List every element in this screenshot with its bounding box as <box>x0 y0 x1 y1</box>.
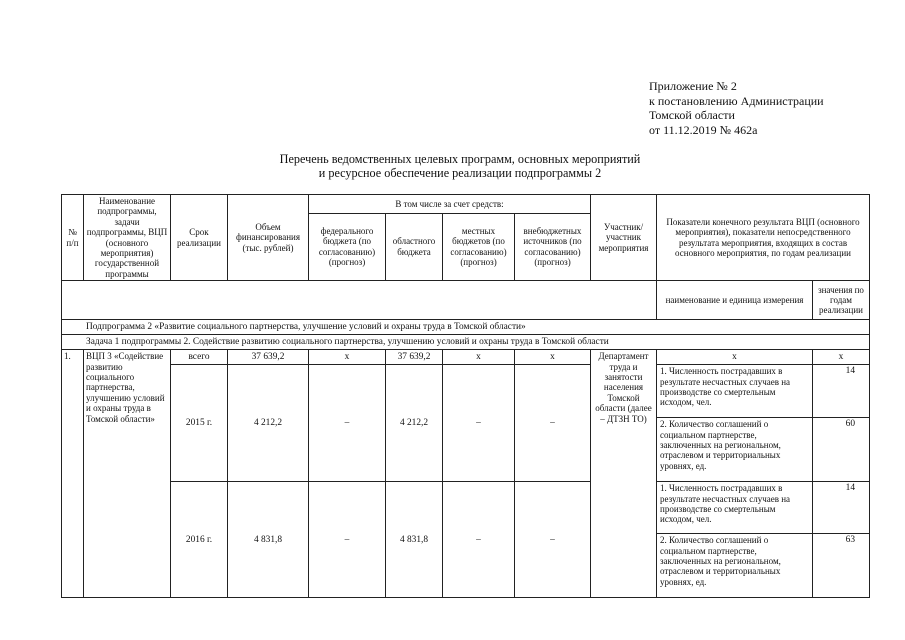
indicator-name-cell: 2. Количество соглашений о социальном партнерстве, заключенных на региональном, отраслевом и территориальных уровнях, ед. <box>657 534 813 598</box>
regional-cell: 4 831,8 <box>386 482 443 598</box>
table-row <box>62 350 870 365</box>
federal-cell: – <box>309 365 386 482</box>
regional-cell: 37 639,2 <box>386 350 443 365</box>
offbudget-cell: – <box>515 365 591 482</box>
table-row <box>62 482 870 534</box>
program-num: 1. <box>62 350 84 598</box>
indicator-value-cell: 63 <box>813 534 870 598</box>
appendix-date-line: от 11.12.2019 № 462а <box>649 122 758 137</box>
indicator-value-cell: х <box>813 350 870 365</box>
term-cell: 2016 г. <box>171 482 228 598</box>
local-cell: – <box>443 482 515 598</box>
header-volume: Объем финансирования (тыс. рублей) <box>228 195 309 281</box>
indicator-value-cell: 60 <box>813 418 870 482</box>
federal-cell: х <box>309 350 386 365</box>
indicator-name-cell: 1. Численность пострадавших в результате несчастных случаев на производстве со смертельным исходом, чел. <box>657 482 813 534</box>
appendix-line: Приложение № 2 <box>649 79 737 93</box>
header-regional: областного бюджета <box>386 213 443 281</box>
appendix-line: Томской области <box>649 108 735 122</box>
appendix-block <box>649 79 824 137</box>
indicator-name-cell: х <box>657 350 813 365</box>
indicator-name-cell: 1. Численность пострадавших в результате несчастных случаев на производстве со смертельным исходом, чел. <box>657 365 813 418</box>
section-row <box>62 335 870 350</box>
header-name: Наименование подпрограммы, задачи подпрограммы, ВЦП (основного мероприятия) государственной программы <box>84 195 171 281</box>
local-cell: х <box>443 350 515 365</box>
header-indicator-value: значения по годам реализации <box>813 281 870 320</box>
header-including: В том числе за счет средств: <box>309 195 591 214</box>
header-federal: федерального бюджета (по согласованию) (прогноз) <box>309 213 386 281</box>
header-term: Срок реализации <box>171 195 228 281</box>
title-line: Перечень ведомственных целевых программ, основных мероприятий <box>279 152 641 166</box>
regional-cell: 4 212,2 <box>386 365 443 482</box>
header-indicators: Показатели конечного результата ВЦП (основного мероприятия), показатели непосредственного результата мероприятия, входящих в состав основного мероприятия, по годам реализации <box>657 195 870 281</box>
participant-cell: Департамент труда и занятости населения Томской области (далее – ДТЗН ТО) <box>591 350 657 598</box>
table-row <box>62 365 870 418</box>
local-cell: – <box>443 365 515 482</box>
header-offbudget: внебюджетных источников (по согласованию) (прогноз) <box>515 213 591 281</box>
federal-cell: – <box>309 482 386 598</box>
programs-table <box>61 194 870 598</box>
section-row <box>62 320 870 335</box>
program-name: ВЦП 3 «Содействие развитию социального партнерства, улучшению условий и охраны труда в Томской области» <box>84 350 171 598</box>
header-row <box>62 281 870 320</box>
header-indicator-name: наименование и единица измерения <box>657 281 813 320</box>
volume-cell: 4 212,2 <box>228 365 309 482</box>
offbudget-cell: х <box>515 350 591 365</box>
header-num: № п/п <box>62 195 84 281</box>
header-local: местных бюджетов (по согласованию) (прогноз) <box>443 213 515 281</box>
volume-cell: 4 831,8 <box>228 482 309 598</box>
task-title: Задача 1 подпрограммы 2. Содействие развитию социального партнерства, улучшению условий и охраны труда в Томской области <box>62 335 870 350</box>
header-participant: Участник/ участник мероприятия <box>591 195 657 281</box>
indicator-value-cell: 14 <box>813 365 870 418</box>
indicator-name-cell: 2. Количество соглашений о социальном партнерстве, заключенных на региональном, отраслевом и территориальных уровнях, ед. <box>657 418 813 482</box>
term-cell: 2015 г. <box>171 365 228 482</box>
document-title <box>180 152 740 180</box>
offbudget-cell: – <box>515 482 591 598</box>
subprogram-title: Подпрограмма 2 «Развитие социального партнерства, улучшение условий и охраны труда в Томской области» <box>62 320 870 335</box>
volume-cell: 37 639,2 <box>228 350 309 365</box>
indicator-value-cell: 14 <box>813 482 870 534</box>
header-spacer <box>62 281 657 320</box>
appendix-line: к постановлению Администрации <box>649 93 824 108</box>
title-line: и ресурсное обеспечение реализации подпрограммы 2 <box>318 166 602 180</box>
term-cell: всего <box>171 350 228 365</box>
header-row <box>62 195 870 214</box>
